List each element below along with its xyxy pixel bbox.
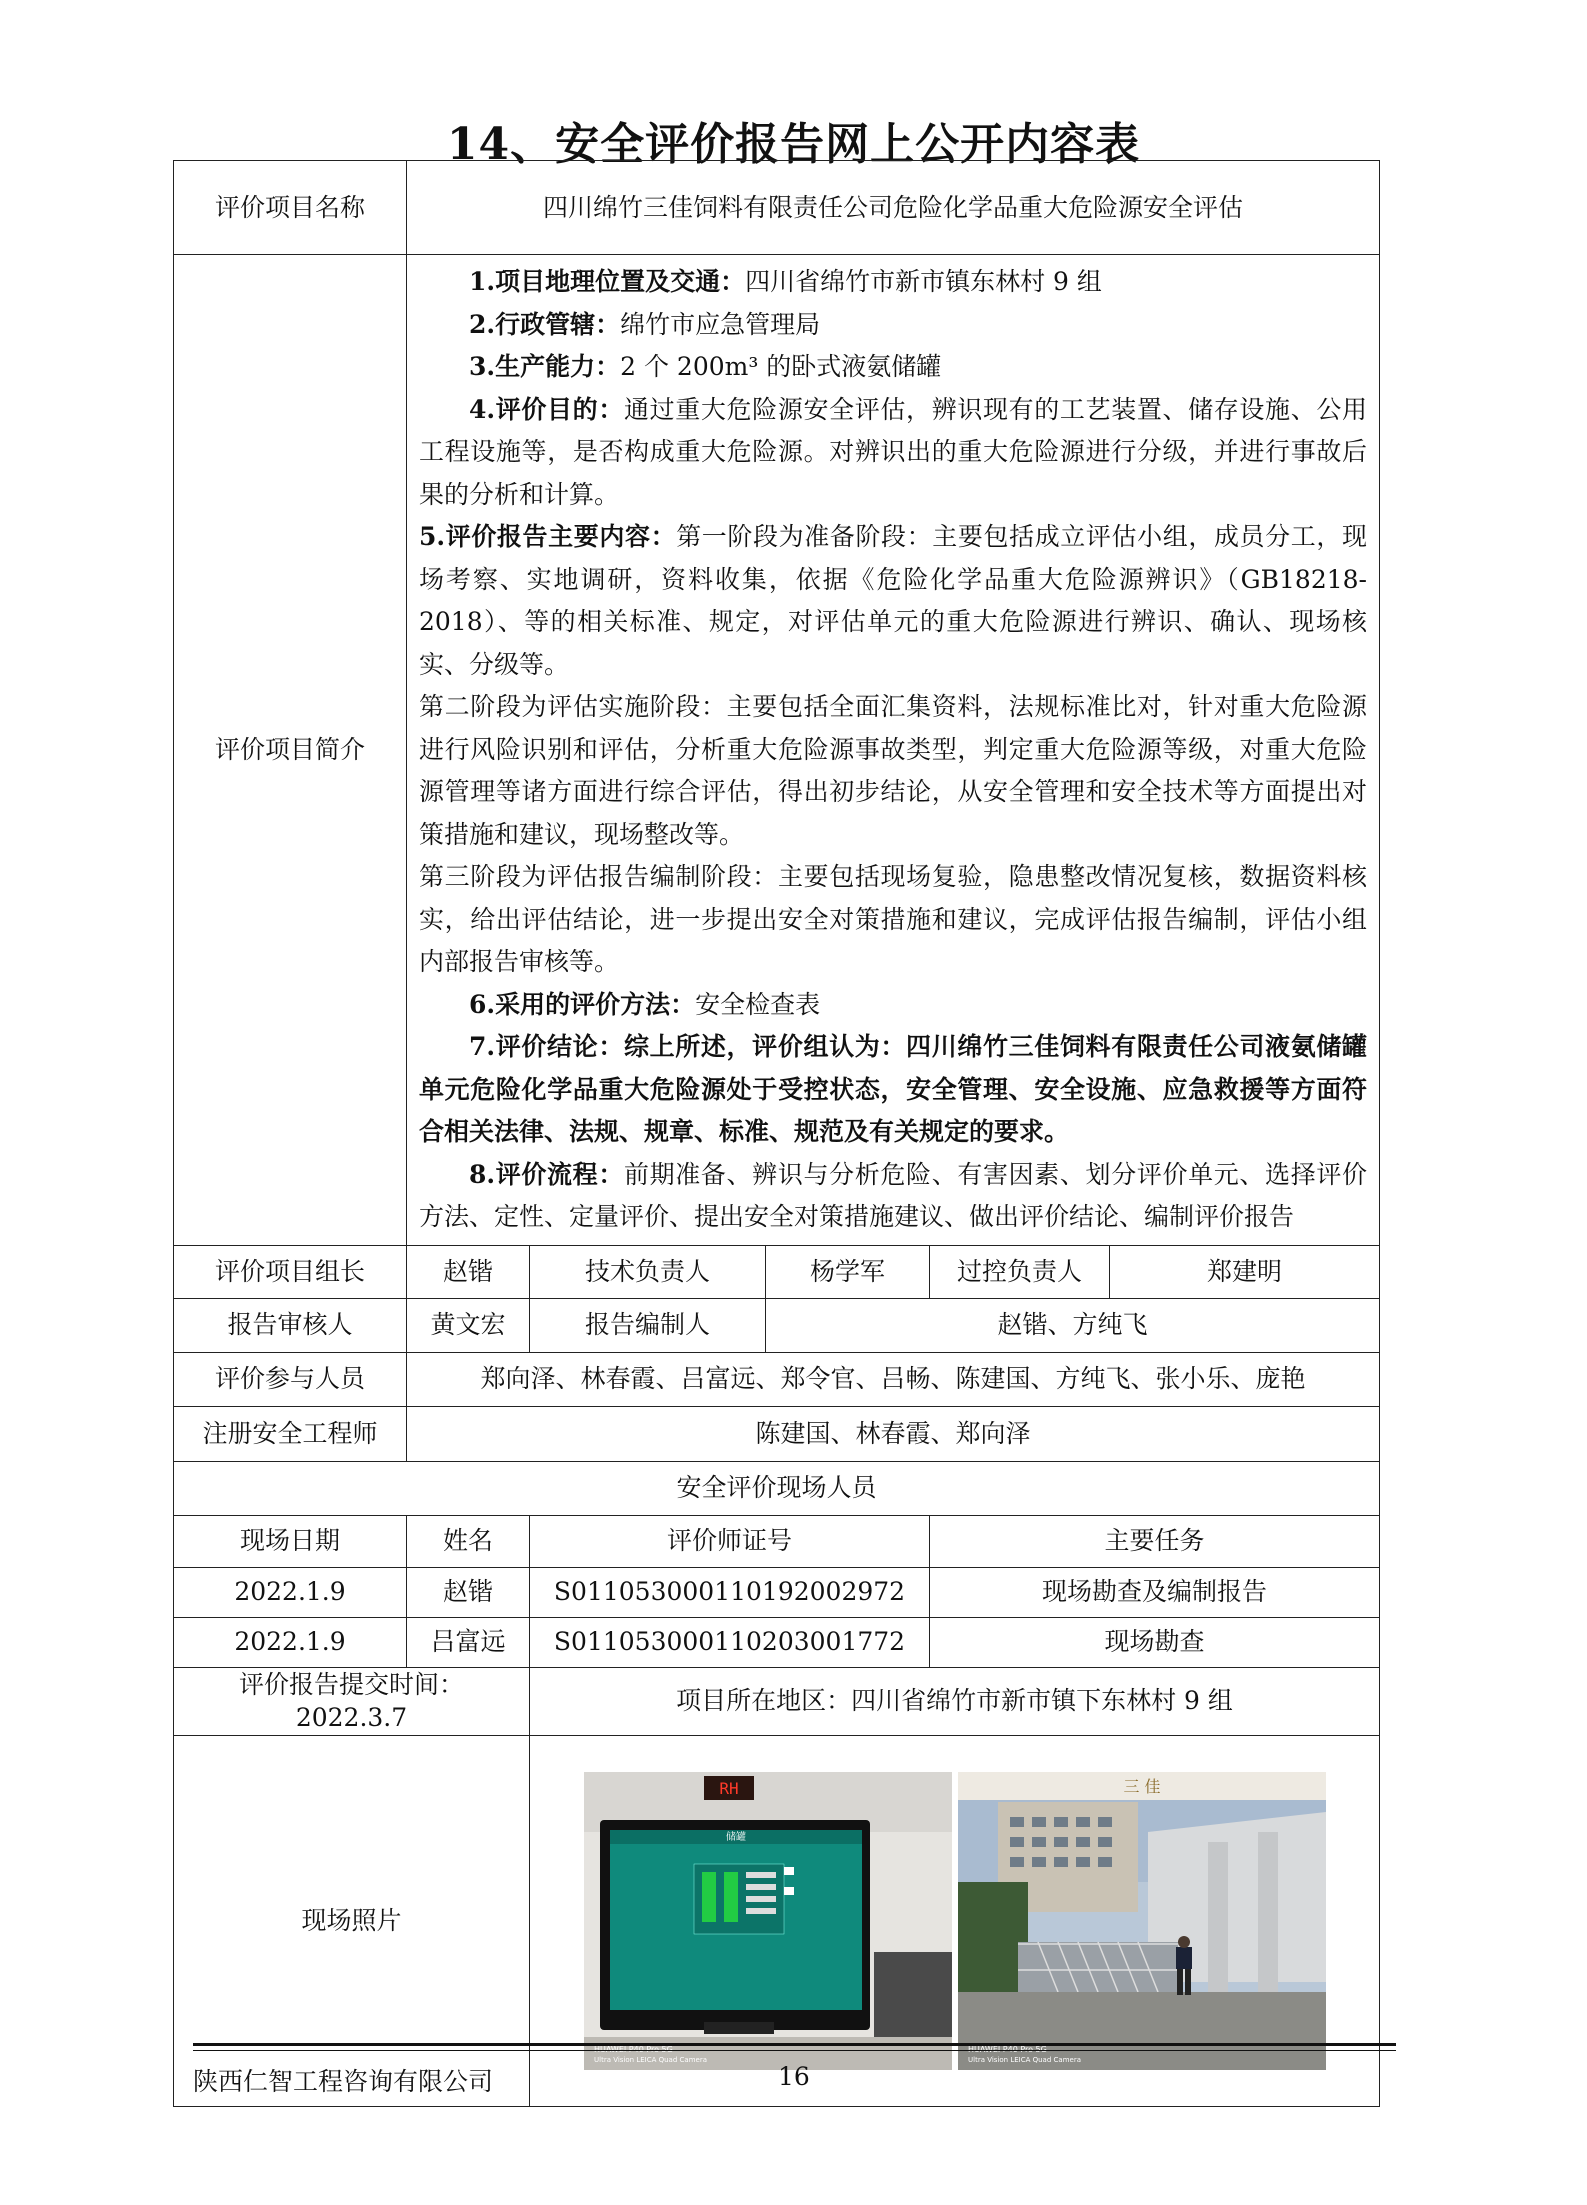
engineers-value: 陈建国、林春霞、郑向泽	[407, 1406, 1380, 1461]
tech-value: 杨学军	[766, 1245, 930, 1298]
footer-rule-thin	[193, 2050, 1396, 2051]
intro-item-6: 6.采用的评价方法：安全检查表	[469, 989, 821, 1019]
gate-photo	[958, 1772, 1326, 2070]
participants-label: 评价参与人员	[174, 1352, 407, 1406]
gate-sign: 三 佳	[1122, 1777, 1161, 1796]
page-number: 16	[778, 2062, 810, 2091]
engineers-label: 注册安全工程师	[174, 1406, 407, 1461]
intro-label: 评价项目简介	[174, 255, 407, 1246]
onsite-row-2-task: 现场勘查	[930, 1617, 1380, 1667]
reviewer-value: 黄文宏	[407, 1298, 530, 1352]
participants-value: 郑向泽、林春霞、吕富远、郑令官、吕畅、陈建国、方纯飞、张小乐、庞艳	[407, 1352, 1380, 1406]
intro-item-1: 1.项目地理位置及交通：四川省绵竹市新市镇东林村 9 组	[469, 267, 1102, 296]
leader-label: 评价项目组长	[174, 1245, 407, 1298]
tech-label: 技术负责人	[530, 1245, 766, 1298]
clock-display: RH	[718, 1779, 739, 1798]
screen-title: 储罐	[725, 1832, 746, 1843]
monitor-photo	[584, 1772, 952, 2070]
disclosure-table	[173, 160, 1380, 2107]
photos-label: 现场照片	[174, 1736, 530, 2107]
onsite-row-2-name: 吕富远	[407, 1617, 530, 1667]
gate-watermark-line-2: Ultra Vision LEICA Quad Camera	[967, 2056, 1081, 2064]
reviewer-label: 报告审核人	[174, 1298, 407, 1352]
intro-item-8: 8.评价流程：前期准备、辨识与分析危险、有害因素、划分评价单元、选择评价方法、定性、定量评价、提出安全对策措施建议、做出评价结论、编制评价报告	[419, 1159, 1367, 1231]
intro-item-5: 5.评价报告主要内容：第一阶段为准备阶段：主要包括成立评估小组，成员分工，现场考察、实地调研，资料收集，依据《危险化学品重大危险源辨识》（GB18218-2018）、等的相关标准、规定，对评估单元的重大危险源进行辨识、确认、现场核实、分级等。	[419, 522, 1367, 679]
intro-item-2: 2.行政管辖：绵竹市应急管理局	[469, 309, 821, 339]
process-label: 过控负责人	[930, 1245, 1110, 1298]
process-value: 郑建明	[1110, 1245, 1380, 1298]
intro-item-7: 7.评价结论：综上所述，评价组认为：四川绵竹三佳饲料有限责任公司液氨储罐单元危险化学品重大危险源处于受控状态，安全管理、安全设施、应急救援等方面符合相关法律、法规、规章、标准、规范及有关规定的要求。	[419, 1032, 1367, 1146]
footer-company: 陕西仁智工程咨询有限公司	[193, 2067, 494, 2096]
project-name-label: 评价项目名称	[174, 161, 407, 255]
intro-item-5-phase-2: 第二阶段为评估实施阶段：主要包括全面汇集资料，法规标准比对，针对重大危险源进行风险识别和评估，分析重大危险源事故类型，判定重大危险源等级，对重大危险源管理等诸方面进行综合评估，得出初步结论，从安全管理和安全技术等方面提出对策措施和建议，现场整改等。	[419, 692, 1367, 849]
onsite-row-1-cert: S011053000110192002972	[530, 1567, 930, 1617]
onsite-row-2-cert: S011053000110203001772	[530, 1617, 930, 1667]
intro-item-3: 3.生产能力：2 个 200m³ 的卧式液氨储罐	[469, 352, 942, 381]
onsite-header-name: 姓名	[407, 1515, 530, 1567]
watermark-line-2: Ultra Vision LEICA Quad Camera	[593, 2056, 707, 2064]
onsite-header-task: 主要任务	[930, 1515, 1380, 1567]
onsite-row-1-name: 赵锴	[407, 1567, 530, 1617]
onsite-row-2-date: 2022.1.9	[174, 1617, 407, 1667]
leader-value: 赵锴	[407, 1245, 530, 1298]
intro-content	[407, 255, 1380, 1246]
submission-location: 项目所在地区：四川省绵竹市新市镇下东林村 9 组	[530, 1667, 1380, 1736]
footer-rule-thick	[193, 2043, 1396, 2046]
onsite-row-1-task: 现场勘查及编制报告	[930, 1567, 1380, 1617]
submission-time: 评价报告提交时间：2022.3.7	[174, 1667, 530, 1736]
onsite-header-date: 现场日期	[174, 1515, 407, 1567]
onsite-row-1-date: 2022.1.9	[174, 1567, 407, 1617]
project-name-value: 四川绵竹三佳饲料有限责任公司危险化学品重大危险源安全评估	[407, 161, 1380, 255]
onsite-section-title: 安全评价现场人员	[174, 1461, 1380, 1515]
onsite-header-cert: 评价师证号	[530, 1515, 930, 1567]
page-title: 14、安全评价报告网上公开内容表	[446, 119, 1141, 170]
intro-item-4: 4.评价目的：通过重大危险源安全评估，辨识现有的工艺装置、储存设施、公用工程设施等，是否构成重大危险源。对辨识出的重大危险源进行分级，并进行事故后果的分析和计算。	[419, 394, 1367, 509]
author-label: 报告编制人	[530, 1298, 766, 1352]
author-value: 赵锴、方纯飞	[766, 1298, 1380, 1352]
intro-item-5-phase-3: 第三阶段为评估报告编制阶段：主要包括现场复验，隐患整改情况复核，数据资料核实，给出评估结论，进一步提出安全对策措施和建议，完成评估报告编制，评估小组内部报告审核等。	[419, 862, 1367, 976]
